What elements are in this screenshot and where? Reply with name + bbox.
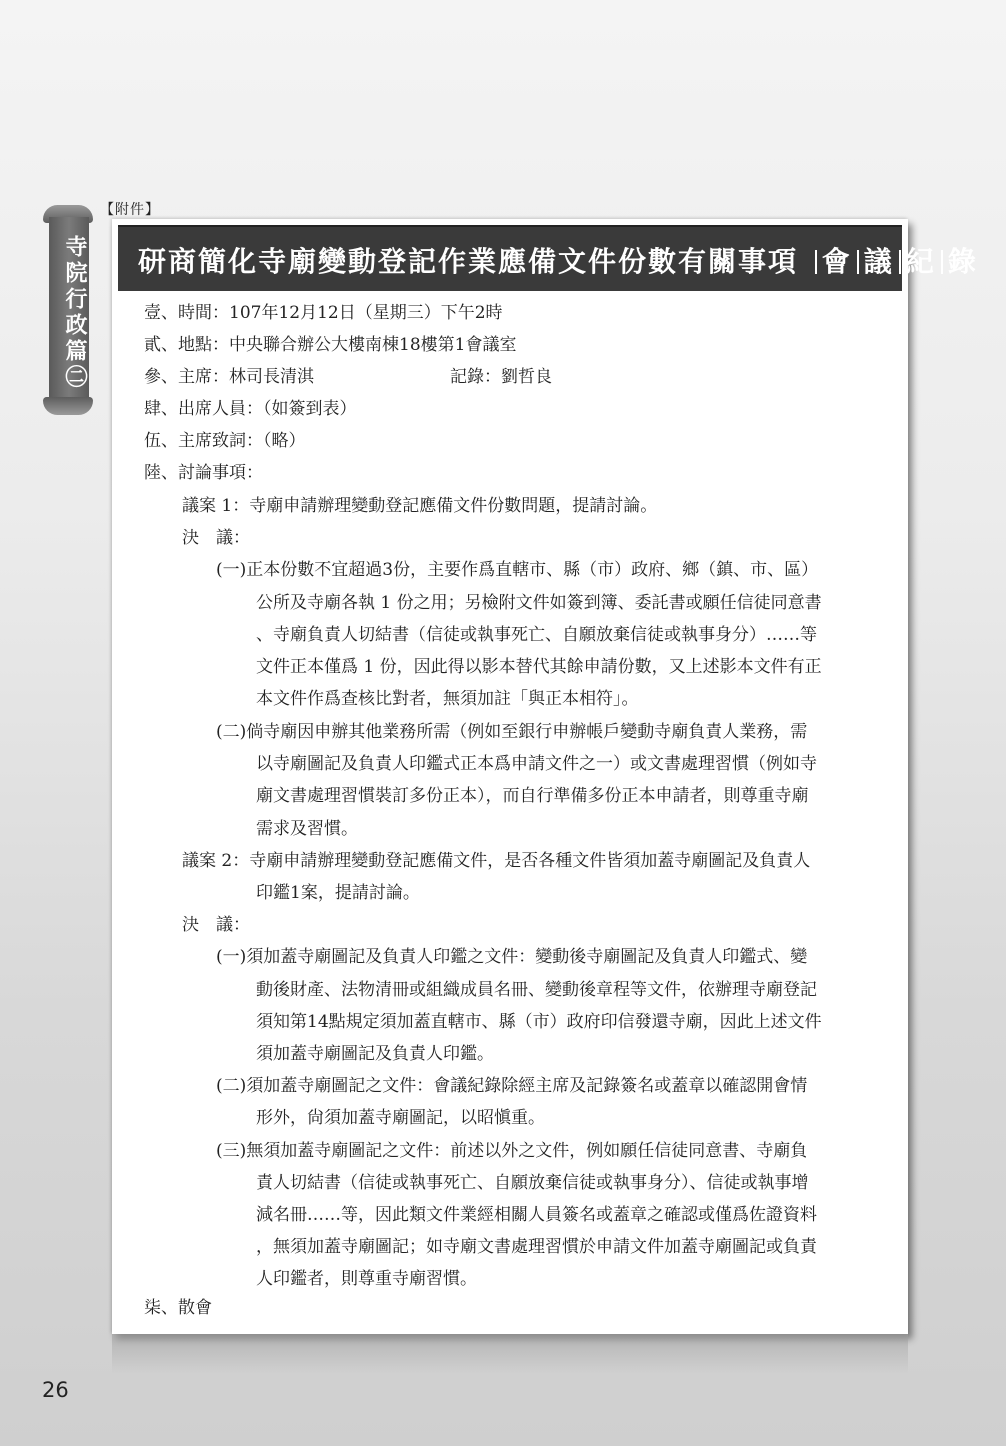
section-side-tab	[41, 205, 97, 417]
resolution-line: (二)須加蓋寺廟圖記之文件：會議紀錄除經主席及記錄簽名或蓋章以確認開會情	[216, 1076, 808, 1096]
resolution-line: (一)正本份數不宜超過3份，主要作爲直轄市、縣（市）政府、鄉（鎮、市、區）	[216, 560, 819, 580]
resolution-line: 責人切結書（信徒或執事死亡、自願放棄信徒或執事身分）、信徒或執事增	[256, 1173, 809, 1193]
proposal-2-cont: 印鑑1案，提請討論。	[256, 883, 420, 903]
resolution-line: ，無須加蓋寺廟圖記；如寺廟文書處理習慣於申請文件加蓋寺廟圖記或負責	[256, 1237, 817, 1257]
resolution-line: 動後財產、法物清冊或組織成員名冊、變動後章程等文件，依辦理寺廟登記	[256, 980, 817, 1000]
item-discussion: 陸、討論事項：	[144, 463, 263, 483]
resolution-line: (二)倘寺廟因申辦其他業務所需（例如至銀行申辦帳戶變動寺廟負責人業務，需	[216, 722, 808, 742]
title-separator	[941, 250, 943, 274]
resolution-line: 、寺廟負責人切結書（信徒或執事死亡、自願放棄信徒或執事身分）……等	[256, 625, 817, 645]
resolution-heading: 決 議：	[182, 528, 250, 548]
page-number: 26	[42, 1378, 69, 1402]
resolution-heading: 決 議：	[182, 915, 250, 935]
item-chair: 參、主席：林司長清淇	[144, 367, 314, 387]
title-main: 研商簡化寺廟變動登記作業應備文件份數有關事項	[138, 245, 799, 278]
title-suffix-char: 紀	[905, 245, 936, 278]
resolution-line: 須加蓋寺廟圖記及負責人印鑑。	[256, 1044, 494, 1064]
title-bar	[118, 225, 978, 291]
resolution-line: 形外，尙須加蓋寺廟圖記，以昭愼重。	[256, 1108, 545, 1128]
title-separator	[857, 250, 859, 274]
resolution-line: 本文件作爲查核比對者，無須加註「與正本相符」。	[256, 689, 639, 709]
item-remarks: 伍、主席致詞：（略）	[144, 431, 306, 451]
title-separator	[899, 250, 901, 274]
resolution-line: (三)無須加蓋寺廟圖記之文件：前述以外之文件，例如願任信徒同意書、寺廟負	[216, 1141, 808, 1161]
resolution-line: 須知第14點規定須加蓋直轄市、縣（市）政府印信發還寺廟，因此上述文件	[256, 1012, 822, 1032]
title-suffix-char: 會	[821, 245, 852, 278]
proposal-2: 議案 2：寺廟申請辦理變動登記應備文件，是否各種文件皆須加蓋寺廟圖記及負責人	[182, 851, 811, 871]
item-attendees: 肆、出席人員：（如簽到表）	[144, 399, 357, 419]
resolution-line: 人印鑑者，則尊重寺廟習慣。	[256, 1269, 477, 1289]
item-recorder: 記錄：劉哲良	[450, 367, 552, 387]
decorative-ground-shadow	[112, 1334, 908, 1374]
title-suffix-char: 議	[863, 245, 894, 278]
proposal-1: 議案 1：寺廟申請辦理變動登記應備文件份數問題，提請討論。	[182, 496, 658, 516]
resolution-line: 公所及寺廟各執 1 份之用；另檢附文件如簽到簿、委託書或願任信徒同意書	[256, 593, 822, 613]
resolution-line: (一)須加蓋寺廟圖記及負責人印鑑之文件：變動後寺廟圖記及負責人印鑑式、變	[216, 947, 808, 967]
resolution-line: 以寺廟圖記及負責人印鑑式正本爲申請文件之一）或文書處理習慣（例如寺	[256, 754, 817, 774]
resolution-line: 減名冊……等，因此類文件業經相關人員簽名或蓋章之確認或僅爲佐證資料	[256, 1205, 817, 1225]
resolution-line: 文件正本僅爲 1 份，因此得以影本替代其餘申請份數，又上述影本文件有正	[256, 657, 822, 677]
item-time: 壹、時間：107年12月12日（星期三）下午2時	[144, 303, 503, 323]
document-card	[112, 219, 978, 1334]
attachment-tag: 【附件】	[100, 202, 160, 218]
item-adjourn: 柒、散會	[144, 1298, 212, 1318]
resolution-line: 需求及習慣。	[256, 819, 358, 839]
title-separator	[815, 250, 817, 274]
title-suffix-char: 錄	[947, 245, 978, 278]
side-tab-label: 寺院行政篇㊁	[62, 235, 87, 391]
resolution-line: 廟文書處理習慣裝訂多份正本），而自行準備多份正本申請者，則尊重寺廟	[256, 786, 809, 806]
document-title	[138, 240, 978, 280]
item-place: 貳、地點：中央聯合辦公大樓南棟18樓第1會議室	[144, 335, 517, 355]
